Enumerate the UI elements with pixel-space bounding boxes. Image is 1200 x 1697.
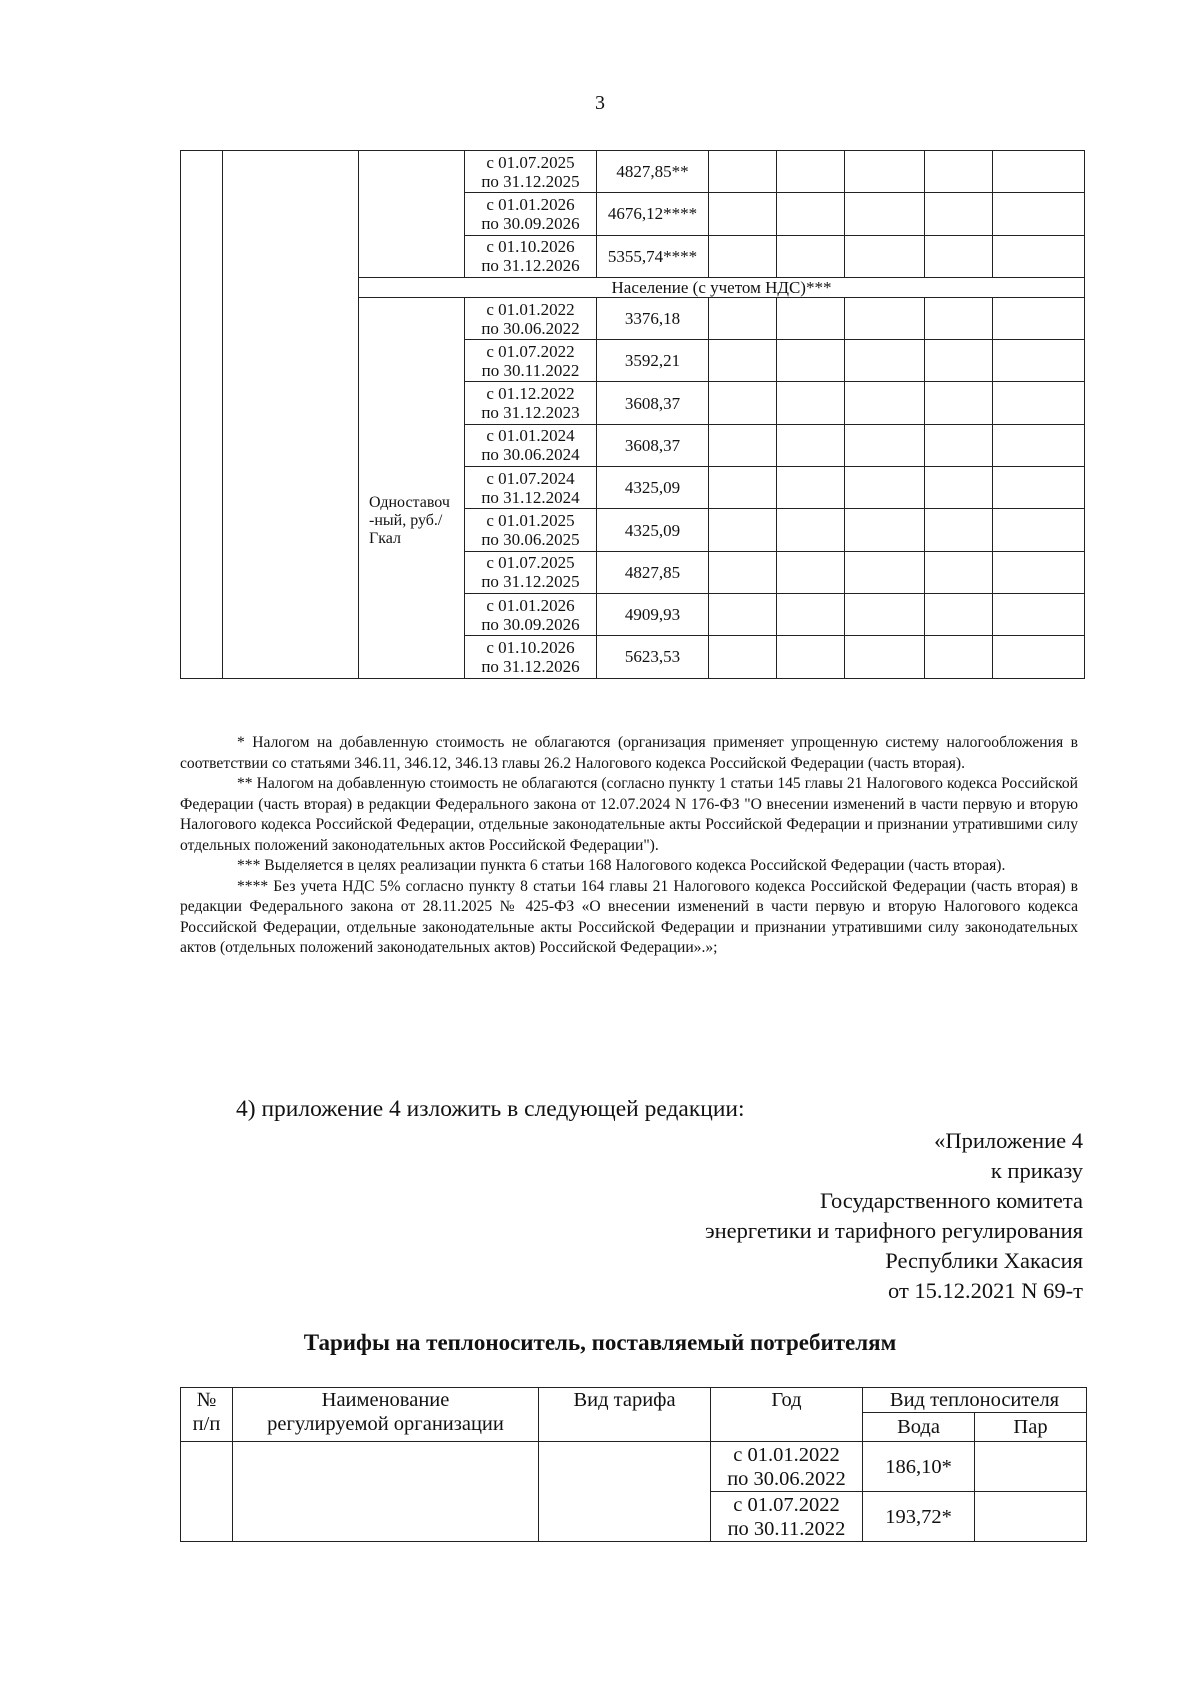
empty-cell: [993, 424, 1085, 466]
period-to: по 30.06.2022: [481, 318, 580, 338]
steam-price-cell: [975, 1442, 1087, 1492]
header-org-cell: [233, 1388, 539, 1442]
water-price-cell: 193,72*: [863, 1492, 975, 1542]
empty-cell: [777, 340, 845, 382]
empty-cell: [993, 636, 1085, 678]
page-number: 3: [595, 92, 605, 114]
empty-cell: [845, 235, 925, 277]
price-cell: 3608,37: [597, 382, 709, 424]
empty-cell: [777, 151, 845, 193]
header-number-line1: №: [196, 1389, 217, 1411]
empty-cell: [993, 235, 1085, 277]
empty-cell: [359, 151, 465, 278]
heat-carrier-tariff-table: [180, 1387, 1087, 1542]
empty-cell: [845, 636, 925, 678]
footnote-4: **** Без учета НДС 5% согласно пункту 8 статьи 164 главы 21 Налогового кодекса Российской Федерации (часть вторая) в редакции Федерального закона от 28.11.2025 № 425-ФЗ «О внесении изменений в части первую и вторую Налогового кодекса Российской Федерации, отдельные законодательные акты Российской Федерации и признании утратившими силу законодательных актов (отдельных положений законодательных актов) Российской Федерации».»;: [180, 877, 1078, 956]
empty-cell: [709, 551, 777, 593]
period-cell: [465, 340, 597, 382]
appendix-header: [705, 1126, 1083, 1306]
empty-cell: [777, 193, 845, 235]
empty-cell: [925, 467, 993, 509]
period-from: с 01.12.2022: [486, 384, 575, 404]
table-title: Тарифы на теплоноситель, поставляемый потребителям: [303, 1330, 897, 1355]
period-from: с 01.07.2022: [486, 341, 575, 361]
section-header: Население (с учетом НДС)***: [359, 277, 1085, 297]
empty-cell: [925, 593, 993, 635]
empty-cell: [845, 193, 925, 235]
period-cell: [465, 636, 597, 678]
appendix-line: от 15.12.2021 N 69-т: [888, 1278, 1083, 1303]
period-from: с 01.01.2026: [486, 194, 575, 214]
empty-cell: [925, 636, 993, 678]
period-cell: [465, 297, 597, 339]
table-row: [181, 151, 1085, 193]
period-cell: [465, 382, 597, 424]
empty-cell: [845, 551, 925, 593]
appendix-line: к приказу: [990, 1158, 1083, 1183]
period-to: по 30.06.2024: [481, 445, 580, 465]
price-cell: 5355,74****: [597, 235, 709, 277]
empty-cell: [539, 1442, 711, 1542]
empty-cell: [845, 424, 925, 466]
price-cell: 4325,09: [597, 509, 709, 551]
empty-cell: [993, 551, 1085, 593]
empty-cell: [925, 551, 993, 593]
empty-cell: [845, 382, 925, 424]
empty-cell: [181, 151, 223, 679]
price-cell: 3592,21: [597, 340, 709, 382]
header-number-cell: [181, 1388, 233, 1442]
empty-cell: [777, 636, 845, 678]
period-to: по 30.11.2022: [727, 1517, 846, 1540]
empty-cell: [845, 509, 925, 551]
tariff-type-cell: Одноставоч -ный, руб./Гкал: [359, 297, 465, 678]
period-cell: [465, 424, 597, 466]
tariff-table-body: [181, 151, 1085, 679]
period-from: с 01.01.2025: [486, 511, 575, 531]
empty-cell: [925, 193, 993, 235]
period-from: с 01.01.2026: [486, 595, 575, 615]
empty-cell: [925, 382, 993, 424]
empty-cell: [925, 424, 993, 466]
price-cell: 4325,09: [597, 467, 709, 509]
period-from: с 01.01.2022: [733, 1443, 840, 1466]
empty-cell: [777, 509, 845, 551]
empty-cell: [777, 551, 845, 593]
empty-cell: [845, 340, 925, 382]
period-to: по 31.12.2025: [481, 171, 580, 191]
period-from: с 01.01.2024: [486, 426, 575, 446]
empty-cell: [925, 151, 993, 193]
table-row: [181, 1442, 1087, 1492]
empty-cell: [709, 509, 777, 551]
period-cell: [711, 1442, 863, 1492]
footnote-3: *** Выделяется в целях реализации пункта 6 статьи 168 Налогового кодекса Российской Федерации (часть вторая).: [237, 857, 1006, 874]
empty-cell: [993, 382, 1085, 424]
empty-cell: [233, 1442, 539, 1542]
price-cell: 4676,12****: [597, 193, 709, 235]
empty-cell: [709, 636, 777, 678]
appendix-line: Государственного комитета: [819, 1188, 1083, 1213]
period-to: по 31.12.2025: [481, 572, 580, 592]
empty-cell: [709, 467, 777, 509]
empty-cell: [709, 593, 777, 635]
footnote-1: * Налогом на добавленную стоимость не облагаются (организация применяет упрощенную систему налогообложения в соответствии со статьями 346.11, 346.12, 346.13 главы 26.2 Налогового кодекса Российской Федерации (часть вторая).: [180, 734, 1078, 772]
empty-cell: [777, 297, 845, 339]
price-cell: 5623,53: [597, 636, 709, 678]
empty-cell: [993, 151, 1085, 193]
empty-cell: [709, 382, 777, 424]
empty-cell: [925, 340, 993, 382]
period-cell: [465, 151, 597, 193]
empty-cell: [993, 297, 1085, 339]
empty-cell: [993, 467, 1085, 509]
empty-cell: [925, 297, 993, 339]
header-tariff-type: Вид тарифа: [539, 1388, 711, 1442]
period-cell: [465, 551, 597, 593]
period-cell: [465, 509, 597, 551]
tariff-table-continued: [180, 150, 1085, 679]
header-carrier: Вид теплоносителя: [863, 1388, 1087, 1413]
period-to: по 31.12.2024: [481, 487, 580, 507]
period-from: с 01.01.2022: [486, 299, 575, 319]
footnote-2: ** Налогом на добавленную стоимость не облагаются (согласно пункту 1 статьи 145 главы 21 Налогового кодекса Российской Федерации (часть вторая) в редакции Федерального закона от 12.07.2024 N 176-ФЗ "О внесении изменений в части первую и вторую Налогового кодекса Российской Федерации, отдельные законодательные акты Российской Федерации и признании утратившими силу отдельных положений законодательных актов Российской Федерации").: [180, 775, 1078, 854]
header-water: Вода: [863, 1413, 975, 1442]
empty-cell: [709, 297, 777, 339]
water-price-cell: 186,10*: [863, 1442, 975, 1492]
period-cell: [465, 593, 597, 635]
period-from: с 01.10.2026: [486, 237, 575, 257]
empty-cell: [709, 151, 777, 193]
period-from: с 01.07.2022: [733, 1493, 840, 1516]
empty-cell: [777, 424, 845, 466]
price-cell: 3608,37: [597, 424, 709, 466]
period-to: по 30.06.2025: [481, 530, 580, 550]
period-from: с 01.10.2026: [486, 637, 575, 657]
header-org-line2: регулируемой организации: [267, 1413, 504, 1435]
empty-cell: [709, 340, 777, 382]
period-from: с 01.07.2024: [486, 468, 575, 488]
empty-cell: [993, 340, 1085, 382]
empty-cell: [993, 193, 1085, 235]
empty-cell: [925, 509, 993, 551]
heat-carrier-table-body: [181, 1388, 1087, 1542]
empty-cell: [777, 593, 845, 635]
period-cell: [465, 467, 597, 509]
empty-cell: [845, 297, 925, 339]
header-steam: Пар: [975, 1413, 1087, 1442]
header-number-line2: п/п: [192, 1413, 221, 1435]
period-to: по 31.12.2026: [481, 256, 580, 276]
instruction-paragraph: 4) приложение 4 изложить в следующей редакции:: [236, 1096, 745, 1122]
empty-cell: [223, 151, 359, 679]
period-to: по 30.06.2022: [727, 1467, 846, 1490]
empty-cell: [845, 467, 925, 509]
footnotes: [180, 733, 1078, 959]
appendix-line: «Приложение 4: [934, 1128, 1083, 1153]
empty-cell: [777, 467, 845, 509]
empty-cell: [777, 382, 845, 424]
empty-cell: [709, 193, 777, 235]
period-cell: [711, 1492, 863, 1542]
header-org-line1: Наименование: [321, 1389, 450, 1411]
empty-cell: [993, 509, 1085, 551]
period-from: с 01.07.2025: [486, 152, 575, 172]
period-to: по 30.11.2022: [481, 360, 580, 380]
period-to: по 30.09.2026: [481, 614, 580, 634]
price-cell: 4909,93: [597, 593, 709, 635]
empty-cell: [845, 593, 925, 635]
price-cell: 3376,18: [597, 297, 709, 339]
empty-cell: [845, 151, 925, 193]
steam-price-cell: [975, 1492, 1087, 1542]
price-cell: 4827,85: [597, 551, 709, 593]
period-cell: [465, 193, 597, 235]
period-to: по 31.12.2026: [481, 656, 580, 676]
empty-cell: [993, 593, 1085, 635]
price-cell: 4827,85**: [597, 151, 709, 193]
period-from: с 01.07.2025: [486, 553, 575, 573]
period-to: по 30.09.2026: [481, 213, 580, 233]
empty-cell: [709, 235, 777, 277]
empty-cell: [777, 235, 845, 277]
header-year: Год: [711, 1388, 863, 1442]
empty-cell: [709, 424, 777, 466]
appendix-line: Республики Хакасия: [885, 1248, 1083, 1273]
appendix-line: энергетики и тарифного регулирования: [704, 1218, 1083, 1243]
empty-cell: [181, 1442, 233, 1542]
period-to: по 31.12.2023: [481, 403, 580, 423]
table-header-row: [181, 1388, 1087, 1413]
period-cell: [465, 235, 597, 277]
empty-cell: [925, 235, 993, 277]
